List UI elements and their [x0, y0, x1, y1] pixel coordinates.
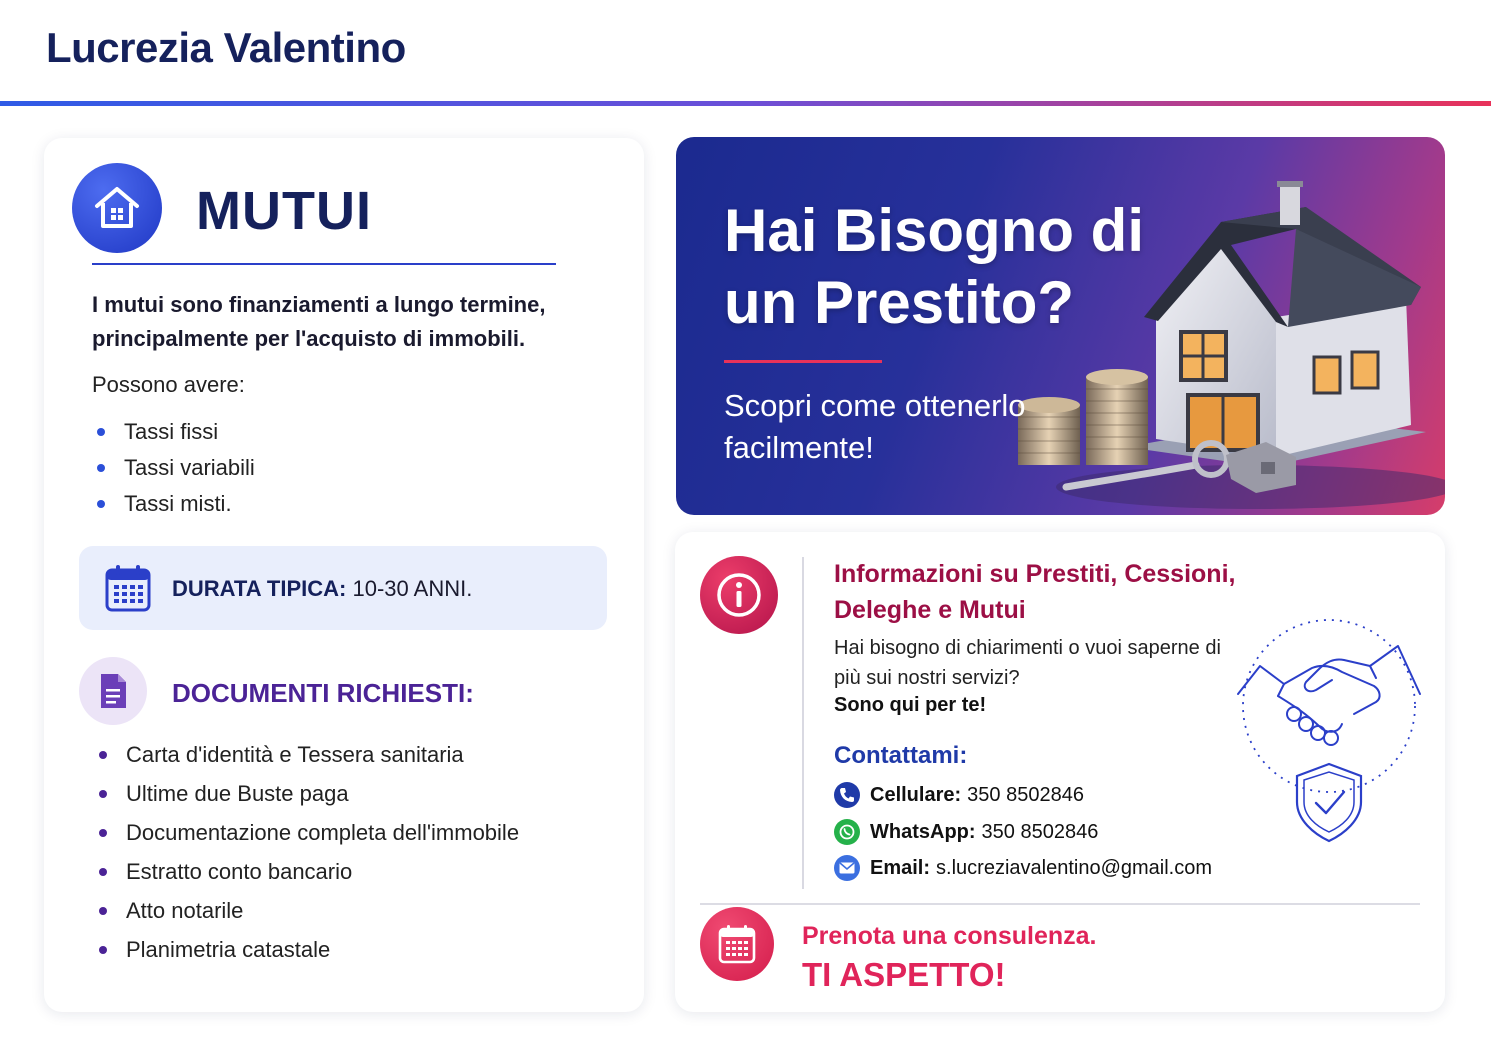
contact-label: WhatsApp: — [870, 820, 976, 843]
list-item: Documentazione completa dell'immobile — [94, 813, 519, 852]
list-item: Ultime due Buste paga — [94, 774, 519, 813]
tassi-list — [92, 414, 255, 522]
cta-ti-aspetto: TI ASPETTO! — [802, 956, 1006, 993]
contact-label: Email: — [870, 856, 931, 879]
header-divider — [0, 101, 1491, 106]
list-item: Carta d'identità e Tessera sanitaria — [94, 735, 519, 774]
vertical-divider — [802, 557, 804, 889]
hero-banner[interactable] — [676, 137, 1445, 515]
title-underline — [92, 263, 556, 265]
contact-phone[interactable] — [834, 781, 1084, 809]
info-strong: Sono qui per te! — [834, 694, 987, 716]
handshake-shield-icon — [1234, 606, 1424, 851]
list-item: Tassi misti. — [92, 486, 255, 522]
possono-label: Possono avere: — [92, 372, 245, 397]
durata-label: DURATA TIPICA: — [172, 576, 347, 601]
whatsapp-icon — [834, 819, 860, 845]
calendar-icon[interactable] — [700, 907, 774, 981]
contact-value[interactable]: s.lucreziavalentino@gmail.com — [936, 856, 1212, 879]
info-icon — [700, 556, 778, 634]
mail-icon — [834, 855, 860, 881]
list-item: Estratto conto bancario — [94, 852, 519, 891]
list-item: Tassi variabili — [92, 450, 255, 486]
mutui-title: MUTUI — [196, 181, 372, 241]
page-header — [0, 0, 1491, 108]
documenti-list — [94, 735, 519, 969]
house-icon — [72, 163, 162, 253]
durata-text — [172, 576, 472, 602]
documenti-title: DOCUMENTI RICHIESTI: — [172, 678, 474, 708]
info-text: Hai bisogno di chiarimenti o vuoi saperne di più sui nostri servizi? — [834, 637, 1221, 689]
cta-prenota[interactable]: Prenota una consulenza. — [802, 922, 1097, 950]
banner-subtitle: Scopri come ottenerlo facilmente! — [724, 388, 1026, 465]
calendar-icon — [105, 564, 151, 612]
contact-title: Contattami: — [834, 742, 968, 769]
banner-divider — [724, 360, 882, 363]
phone-icon — [834, 782, 860, 808]
list-item: Planimetria catastale — [94, 930, 519, 969]
mutui-intro: I mutui sono finanziamenti a lungo termine, principalmente per l'acquisto di immobili. — [92, 292, 546, 351]
banner-title: Hai Bisogno di un Prestito? — [724, 197, 1144, 336]
horizontal-divider — [700, 903, 1420, 905]
contact-value[interactable]: 350 8502846 — [981, 820, 1099, 843]
contact-email[interactable] — [834, 854, 1212, 882]
list-item: Tassi fissi — [92, 414, 255, 450]
document-icon — [79, 657, 147, 725]
contact-whatsapp[interactable] — [834, 818, 1098, 846]
page-title: Lucrezia Valentino — [46, 24, 406, 71]
contact-value[interactable]: 350 8502846 — [967, 783, 1084, 806]
list-item: Atto notarile — [94, 891, 519, 930]
info-title: Informazioni su Prestiti, Cessioni, Deleghe e Mutui — [834, 560, 1236, 624]
contact-label: Cellulare: — [870, 783, 962, 806]
durata-value: 10-30 ANNI. — [352, 576, 473, 601]
